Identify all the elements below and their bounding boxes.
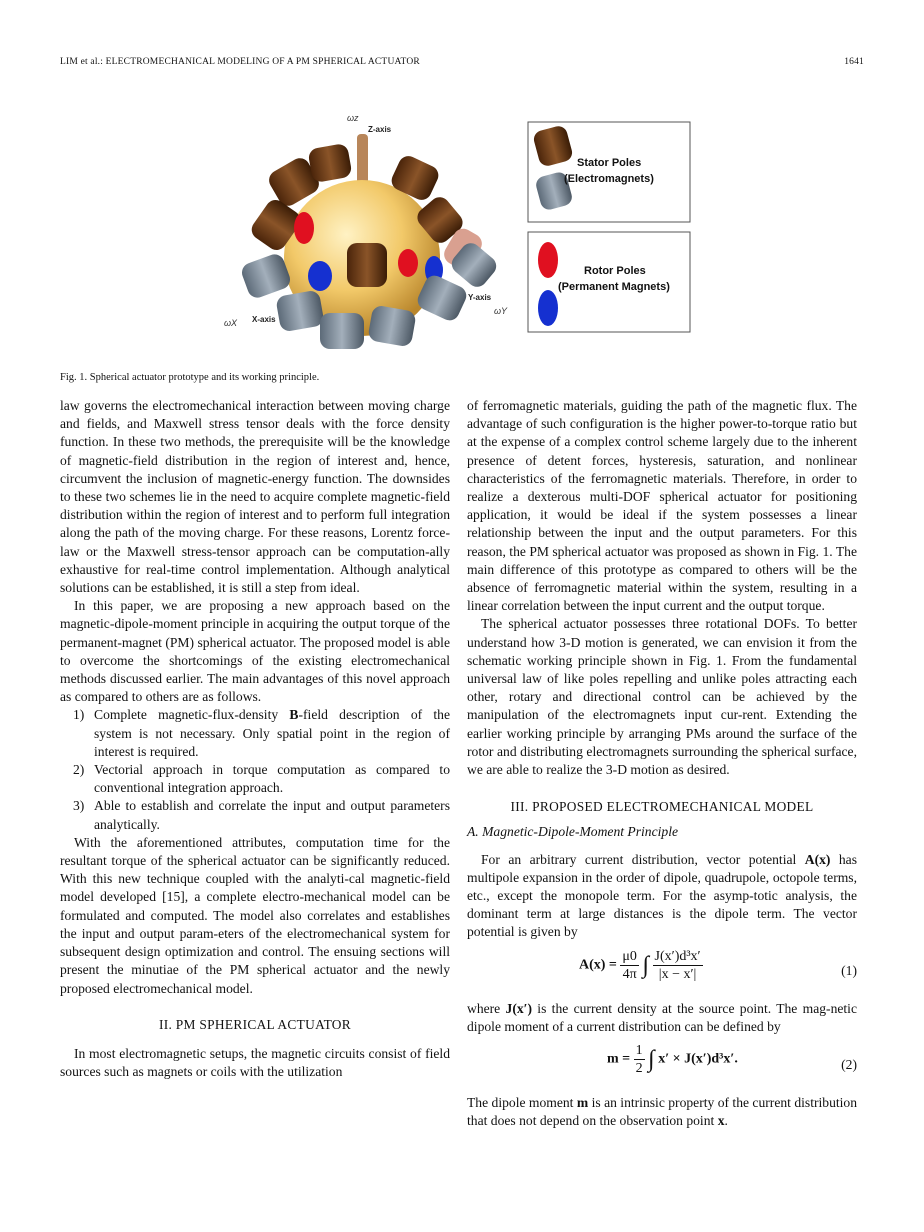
left-column bbox=[60, 397, 450, 1081]
legend-stator-line2: (Electromagnets) bbox=[564, 173, 654, 185]
section-heading-3: III. PROPOSED ELECTROMECHANICAL MODEL bbox=[510, 799, 814, 815]
subsection-heading: A. Magnetic-Dipole-Moment Principle bbox=[467, 824, 679, 840]
left-paragraph-2: In this paper, we are proposing a new approach based on the magnetic-dipole-moment principle in acquiring the output torque of the permanent-magnet (PM) spherical actuator. The proposed model is able to overcome the shortcomings of the existing electromechanical methods discussed earlier. The main advantages of this novel approach as compared to others are as follows. bbox=[60, 598, 450, 705]
figure-caption: Fig. 1. Spherical actuator prototype and its working principle. bbox=[60, 372, 320, 383]
section-heading-2: II. PM SPHERICAL ACTUATOR bbox=[158, 1016, 352, 1032]
left-paragraph-4: In most electromagnetic setups, the magnetic circuits consist of field sources such as magnets or coils with the utilization bbox=[60, 1045, 450, 1080]
equation-1-number: (1) bbox=[841, 962, 857, 978]
left-paragraph-3: With the aforementioned attributes, computation time for the resultant torque of the spherical actuator can be significantly reduced. With this new technique coupled with the analyti-cal magnetic-field model developed [15], a complete electro-mechanical model can be formulated and computed. The model also correlates and establishes the input and output param-eters of the electromechanical system for subsequent design optimization and control. The ensuing sections will present the minutiae of the PM spherical actuator and the newly proposed electromechanical model. bbox=[60, 834, 450, 996]
omega-y-label: ωY bbox=[494, 306, 508, 316]
legend-stator bbox=[528, 122, 690, 222]
right-column bbox=[467, 397, 857, 1131]
legend-rotor-line1: Rotor Poles bbox=[584, 265, 646, 277]
z-axis-label: Z-axis bbox=[368, 125, 392, 134]
right-paragraph-4: where J(x′) is the current density at the source point. The mag-netic dipole moment of a current distribution can be defined by bbox=[467, 1000, 857, 1034]
running-head bbox=[60, 57, 864, 71]
actuator-illustration bbox=[222, 108, 702, 358]
omega-x-label: ωX bbox=[224, 318, 238, 328]
legend-rotor bbox=[528, 232, 690, 332]
right-paragraph-5: The dipole moment m is an intrinsic property of the current distribution that does not depend on the observation point x. bbox=[467, 1095, 858, 1129]
figure-1 bbox=[222, 108, 702, 358]
right-paragraph-1: of ferromagnetic materials, guiding the path of the magnetic flux. The advantage of such configuration is the higher power-to-torque ratio but at the expense of a complex control scheme largely due to the inherent presence of detent forces, hysteresis, saturation, and nonlinear characteristics of the ferromagnetic materials. Therefore, in order to realize a dexterous multi-DOF spherical actuator for positioning application, it would be ideal if the system possesses a linear relationship between the input and the output parameters. For this reason, the PM spherical actuator was proposed as shown in Fig. 1. The main difference of this prototype as compared to others will be the absence of ferromagnetic material within the system, resulting in a linear correlation between the input current and the output torque. bbox=[467, 398, 857, 614]
running-title: LIM et al.: ELECTROMECHANICAL MODELING OF A PM SPHERICAL ACTUATOR bbox=[60, 57, 420, 67]
right-paragraph-2: The spherical actuator possesses three rotational DOFs. To better understand how 3-D motion is generated, we can envision it from the schematic working principle shown in Fig. 1. From the fundamental universal law of like poles repelling and unlike poles attracting each other, rotary and directional control can be achieved by the manipulation of the electromagnets input cur-rent. Extending the earlier working principle by arranging PMs around the surface of the rotor and distributing electromagnets surrounding the spherical surface, we are able to realize the 3-D motion as desired. bbox=[467, 616, 857, 778]
list-item: 2) Vectorial approach in torque computation as compared to conventional integration approach. bbox=[73, 762, 450, 796]
omega-z-label: ωz bbox=[347, 113, 359, 123]
equation-2: m = $\frac{1}{2}$ ∫ x′ × J(x′)d³x′. (2) bbox=[607, 1043, 857, 1077]
page-number: 1641 bbox=[844, 57, 864, 67]
list-item: 1) Complete magnetic-flux-density B-field description of the system is not necessary. Only spatial point in the region of interest is required. bbox=[73, 707, 451, 759]
advantages-list bbox=[60, 706, 450, 833]
equation-1: A(x) = $\frac{\mu 0}{4\pi}$ ∫ $\frac{\text{J(x′)d³x′}}{|x - x'|}$ (1) bbox=[579, 948, 857, 982]
left-paragraph-1: law governs the electromechanical interaction between moving charge and fields, and Maxwell stress tensor deals with the force density function. In these two methods, the prerequisite will be the knowledge of magnetic-field distribution in the region of interest and, hence, circumvent the inclusion of magnetic-energy function. The downsides to these two schemes lie in the need to acquire complete magnetic-field distribution within the region of interest and to perform full integration along the path of the moving charge. For these reasons, Lorentz force-law or the Maxwell stress-tensor approach can be computation-ally exhaustive for real-time control implementation. Although analytical solutions can be established, it is still a step from ideal. bbox=[60, 398, 450, 596]
y-axis-label: Y-axis bbox=[468, 293, 492, 302]
equation-2-number: (2) bbox=[841, 1057, 857, 1073]
right-paragraph-3: For an arbitrary current distribution, vector potential A(x) has multipole expansion in the order of dipole, quadrupole, octopole terms, etc., except the monopole term. For the asymp-totic analysis, the dominant term at large distances is the dipole term. The vector potential is given by bbox=[467, 851, 857, 940]
legend-rotor-line2: (Permanent Magnets) bbox=[558, 281, 670, 293]
x-axis-label: X-axis bbox=[252, 315, 276, 324]
legend-stator-line1: Stator Poles bbox=[577, 157, 642, 169]
list-item: 3) Able to establish and correlate the input and output parameters analytically. bbox=[73, 798, 450, 832]
